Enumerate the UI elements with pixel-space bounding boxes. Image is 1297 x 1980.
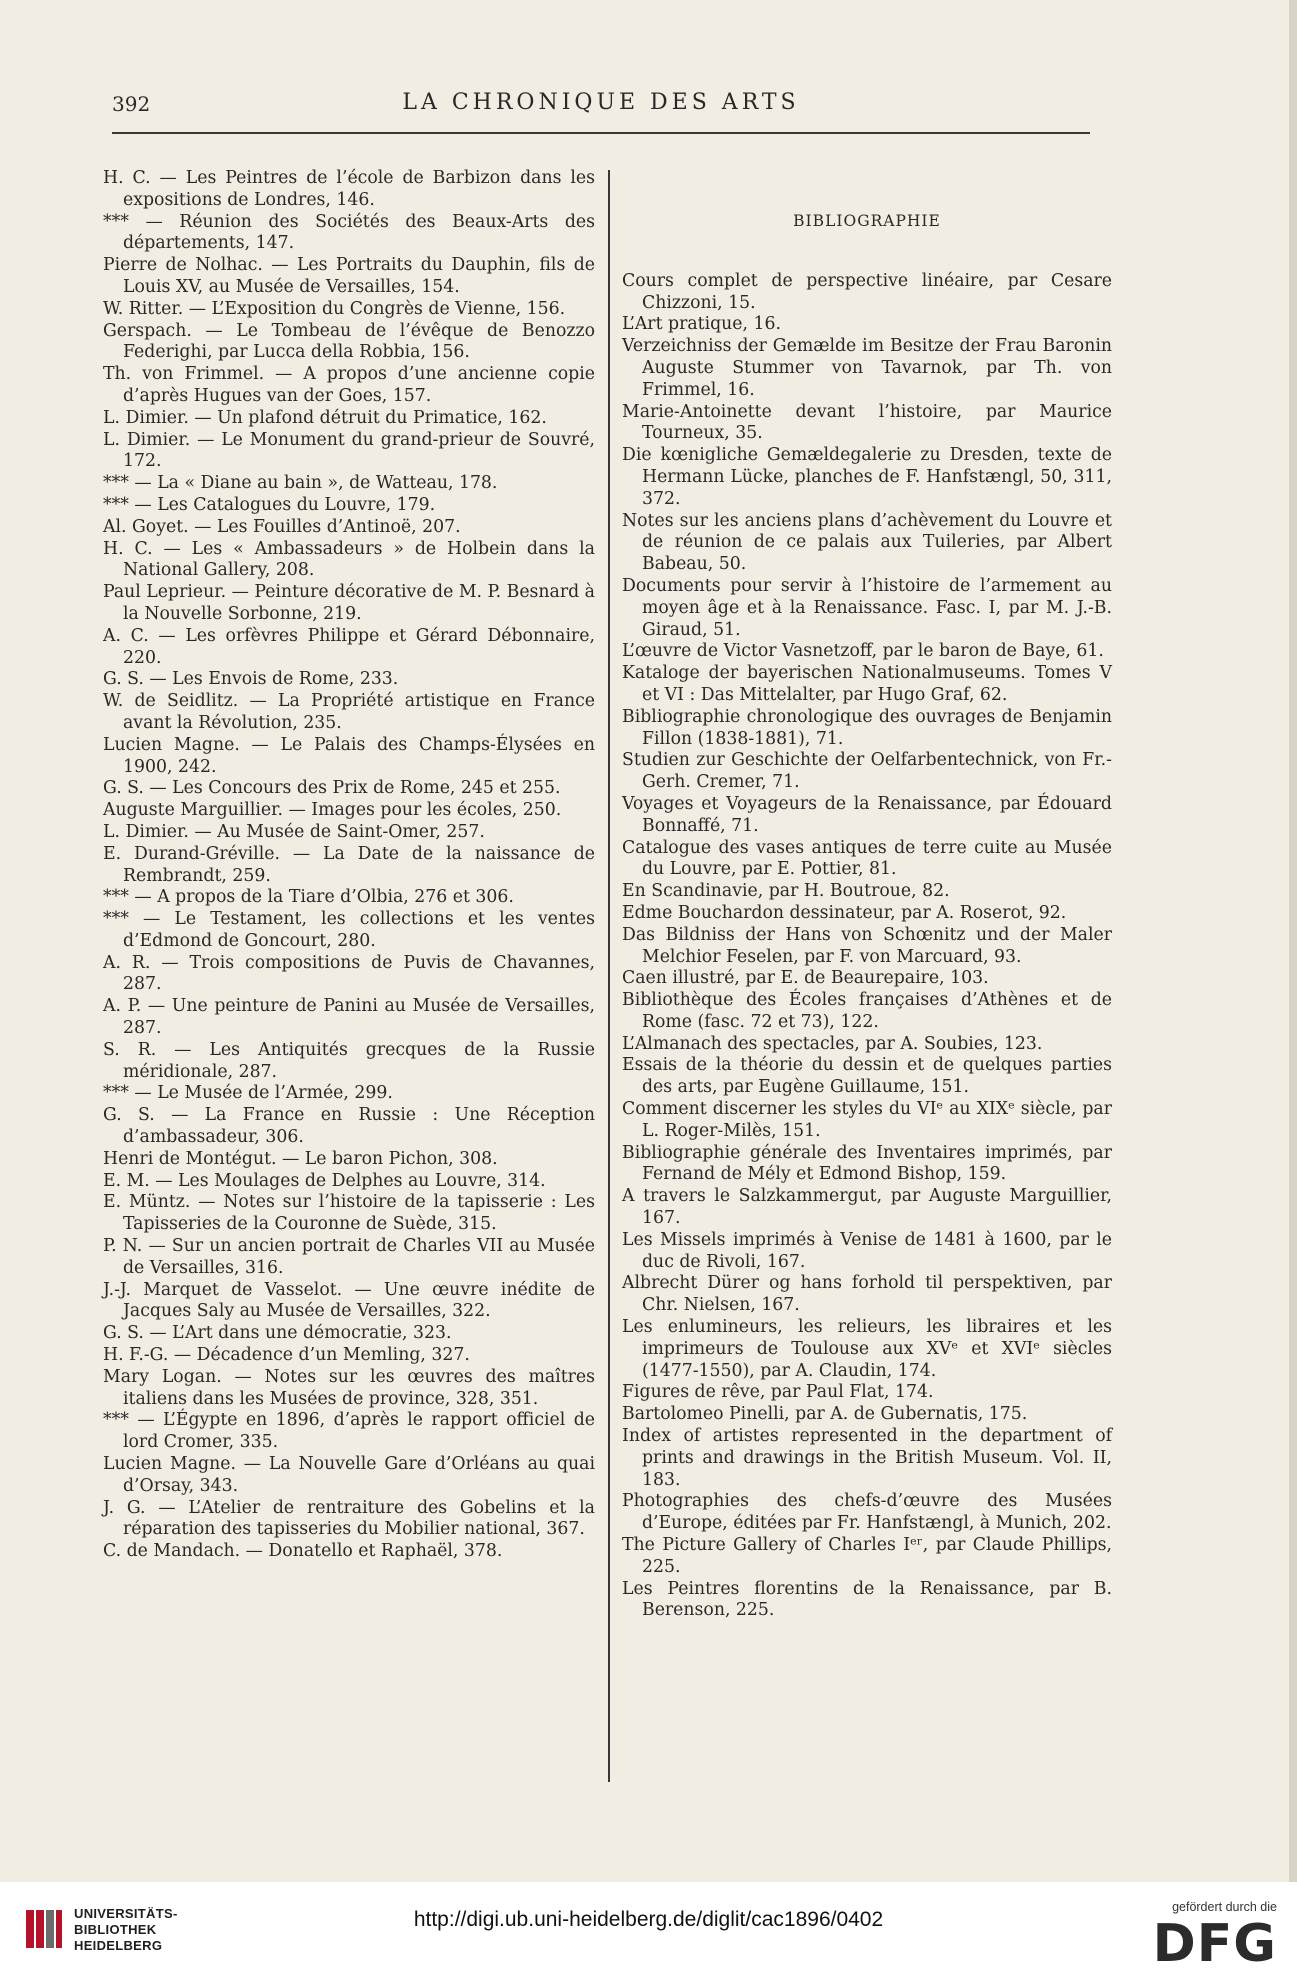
bibliography-entry: Figures de rêve, par Paul Flat, 174. [622, 1382, 934, 1403]
bibliography-entry: Comment discerner les styles du VIᵉ au XIXᵉ siècle, par L. Roger-Milès, 151. [622, 1099, 1112, 1141]
bibliography-entry: L’Almanach des spectacles, par A. Soubies, 123. [622, 1033, 1043, 1054]
right-column [622, 168, 1112, 1622]
section-title-bibliographie: BIBLIOGRAPHIE [793, 212, 941, 230]
index-entry: *** — Les Catalogues du Louvre, 179. [103, 494, 436, 515]
index-entry: *** — L’Égypte en 1896, d’après le rapport officiel de lord Cromer, 335. [103, 1410, 595, 1453]
index-entry: H. C. — Les Peintres de l’école de Barbizon dans les expositions de Londres, 146. [103, 168, 595, 210]
bibliography-entry: Edme Bouchardon dessinateur, par A. Roserot, 92. [622, 902, 1067, 923]
bibliography-entry: Index of artistes represented in the department of prints and drawings in the British Museum. Vol. II, 183. [622, 1426, 1112, 1490]
index-entry: G. S. — La France en Russie : Une Réception d’ambassadeur, 306. [103, 1105, 595, 1148]
index-entry: Henri de Montégut. — Le baron Pichon, 308. [103, 1148, 498, 1169]
index-entry: E. M. — Les Moulages de Delphes au Louvre, 314. [103, 1170, 546, 1191]
bibliography-entry: Cours complet de perspective linéaire, par Cesare Chizzoni, 15. [622, 270, 1112, 313]
bibliography-entry: Das Bildniss der Hans von Schœnitz und der Maler Melchior Feselen, par F. von Marcuard, 93. [622, 924, 1112, 967]
index-entry: Lucien Magne. — Le Palais des Champs-Élysées en 1900, 242. [103, 734, 595, 777]
index-entry: *** — Le Testament, les collections et les ventes d’Edmond de Goncourt, 280. [103, 909, 595, 951]
library-line: HEIDELBERG [74, 1938, 163, 1953]
running-head [112, 92, 1090, 132]
index-entry: Paul Leprieur. — Peinture décorative de M. P. Besnard à la Nouvelle Sorbonne, 219. [103, 582, 595, 624]
library-line: BIBLIOTHEK [74, 1922, 157, 1937]
bibliography-entry: Les Missels imprimés à Venise de 1481 à 1600, par le duc de Rivoli, 167. [622, 1229, 1112, 1272]
bibliography-entry: Catalogue des vases antiques de terre cuite au Musée du Louvre, par E. Pottier, 81. [622, 837, 1112, 880]
journal-title: LA CHRONIQUE DES ARTS [402, 90, 800, 115]
bibliography-entry: A travers le Salzkammergut, par Auguste Marguillier, 167. [622, 1186, 1112, 1229]
bibliography-entry: Notes sur les anciens plans d’achèvement du Louvre et de réunion de ce palais aux Tuileries, par Albert Babeau, 50. [622, 510, 1112, 575]
index-entry: G. S. — Les Envois de Rome, 233. [103, 669, 399, 690]
index-entry: Auguste Marguillier. — Images pour les écoles, 250. [103, 800, 562, 821]
index-entry: Mary Logan. — Notes sur les œuvres des maîtres italiens dans les Musées de province, 328, 351. [103, 1366, 595, 1409]
index-entry: W. de Seidlitz. — La Propriété artistique en France avant la Révolution, 235. [103, 691, 595, 733]
library-line: UNIVERSITÄTS- [74, 1906, 178, 1921]
index-entry: J.-J. Marquet de Vasselot. — Une œuvre inédite de Jacques Saly au Musée de Versailles, 322. [103, 1279, 595, 1322]
index-entry: L. Dimier. — Un plafond détruit du Primatice, 162. [103, 407, 547, 428]
bibliography-entry: L’œuvre de Victor Vasnetzoff, par le baron de Baye, 61. [622, 641, 1104, 662]
index-entry: Gerspach. — Le Tombeau de l’évêque de Benozzo Federighi, par Lucca della Robbia, 156. [103, 320, 595, 363]
index-entry: G. S. — Les Concours des Prix de Rome, 245 et 255. [103, 778, 561, 799]
bibliography-entry: Bibliographie générale des Inventaires imprimés, par Fernand de Mély et Edmond Bishop, 159. [622, 1142, 1112, 1185]
index-entry: A. P. — Une peinture de Panini au Musée de Versailles, 287. [103, 996, 595, 1039]
index-entry: P. N. — Sur un ancien portrait de Charles VII au Musée de Versailles, 316. [103, 1236, 595, 1278]
bibliography-entry: Caen illustré, par E. de Beaurepaire, 103. [622, 968, 989, 989]
bibliography-entry: Albrecht Dürer og hans forhold til perspektiven, par Chr. Nielsen, 167. [622, 1273, 1112, 1316]
bibliography-entry: Verzeichniss der Gemælde im Besitze der Frau Baronin Auguste Stummer von Tavarnok, par Th. von Frimmel, 16. [622, 336, 1112, 400]
index-entry: L. Dimier. — Le Monument du grand-prieur de Souvré, 172. [103, 429, 595, 472]
bibliography-list [622, 271, 1112, 1622]
page-number: 392 [112, 92, 151, 116]
index-entry: A. C. — Les orfèvres Philippe et Gérard Débonnaire, 220. [103, 625, 595, 668]
header-rule [112, 132, 1090, 134]
bibliography-entry: L’Art pratique, 16. [622, 314, 781, 335]
index-entry: A. R. — Trois compositions de Puvis de Chavannes, 287. [103, 952, 595, 995]
index-entry: L. Dimier. — Au Musée de Saint-Omer, 257. [103, 821, 485, 842]
bibliography-entry: Bibliothèque des Écoles françaises d’Athènes et de Rome (fasc. 72 et 73), 122. [622, 990, 1112, 1032]
bibliography-entry: Marie-Antoinette devant l’histoire, par Maurice Tourneux, 35. [622, 401, 1112, 444]
bibliography-entry: The Picture Gallery of Charles Iᵉʳ, par Claude Phillips, 225. [622, 1535, 1112, 1577]
index-entry: Th. von Frimmel. — A propos d’une ancienne copie d’après Hugues van der Goes, 157. [103, 364, 595, 406]
index-entry: Al. Goyet. — Les Fouilles d’Antinoë, 207. [103, 516, 461, 537]
bibliography-entry: Documents pour servir à l’histoire de l’armement au moyen âge et à la Renaissance. Fasc. I, par M. J.-B. Giraud, 51. [622, 575, 1112, 640]
left-column [103, 168, 595, 1563]
index-entry: *** — Le Musée de l’Armée, 299. [103, 1083, 393, 1104]
index-entry: *** — Réunion des Sociétés des Beaux-Arts des départements, 147. [103, 211, 595, 254]
column-divider [608, 170, 610, 1782]
source-url-link[interactable]: http://digi.ub.uni-heidelberg.de/diglit/cac1896/0402 [413, 1908, 884, 1931]
bibliography-entry: Voyages et Voyageurs de la Renaissance, par Édouard Bonnaffé, 71. [622, 793, 1112, 836]
index-entry: E. Müntz. — Notes sur l’histoire de la tapisserie : Les Tapisseries de la Couronne de Suède, 315. [103, 1192, 595, 1235]
index-entry: C. de Mandach. — Donatello et Raphaël, 378. [103, 1541, 503, 1562]
index-entry: E. Durand-Gréville. — La Date de la naissance de Rembrandt, 259. [103, 843, 595, 886]
index-entry: Lucien Magne. — La Nouvelle Gare d’Orléans au quai d’Orsay, 343. [103, 1454, 595, 1496]
bibliography-entry: Bibliographie chronologique des ouvrages de Benjamin Fillon (1838-1881), 71. [622, 706, 1112, 749]
index-entry: G. S. — L’Art dans une démocratie, 323. [103, 1323, 452, 1344]
index-entry: *** — A propos de la Tiare d’Olbia, 276 et 306. [103, 887, 514, 908]
bibliography-entry: Les Peintres florentins de la Renaissance, par B. Berenson, 225. [622, 1578, 1112, 1621]
bibliography-entry: En Scandinavie, par H. Boutroue, 82. [622, 881, 950, 902]
bibliography-entry: Essais de la théorie du dessin et de quelques parties des arts, par Eugène Guillaume, 151. [622, 1055, 1112, 1098]
bibliography-entry: Die kœnigliche Gemældegalerie zu Dresden, texte de Hermann Lücke, planches de F. Hanfstængl, 50, 311, 372. [622, 445, 1112, 509]
index-entry: J. G. — L’Atelier de rentraiture des Gobelins et la réparation des tapisseries du Mobilier national, 367. [103, 1497, 595, 1540]
index-entry: H. F.-G. — Décadence d’un Memling, 327. [103, 1345, 470, 1366]
bibliography-entry: Kataloge der bayerischen Nationalmuseums. Tomes V et VI : Das Mittelalter, par Hugo Graf, 62. [622, 663, 1112, 705]
index-entry: S. R. — Les Antiquités grecques de la Russie méridionale, 287. [103, 1039, 595, 1082]
index-entry: W. Ritter. — L’Exposition du Congrès de Vienne, 156. [103, 298, 566, 319]
bibliography-entry: Studien zur Geschichte der Oelfarbentechnick, von Fr.-Gerh. Cremer, 71. [622, 750, 1112, 793]
bibliography-entry: Photographies des chefs-d’œuvre des Musées d’Europe, éditées par Fr. Hanfstængl, à Munich, 202. [622, 1491, 1112, 1534]
dfg-caption: gefördert durch die [1172, 1900, 1277, 1914]
footer-bar [0, 1882, 1297, 1980]
dfg-logo: DFG [1152, 1914, 1277, 1974]
bibliography-entry: Bartolomeo Pinelli, par A. de Gubernatis, 175. [622, 1404, 1028, 1425]
index-entry: *** — La « Diane au bain », de Watteau, 178. [103, 473, 498, 494]
bibliography-entry: Les enlumineurs, les relieurs, les libraires et les imprimeurs de Toulouse aux XVᵉ et XVIᵉ siècles (1477-1550), par A. Claudin, 174. [622, 1317, 1112, 1381]
index-entry: Pierre de Nolhac. — Les Portraits du Dauphin, fils de Louis XV, au Musée de Versailles, 154. [103, 255, 595, 297]
index-entry: H. C. — Les « Ambassadeurs » de Holbein dans la National Gallery, 208. [103, 538, 595, 581]
